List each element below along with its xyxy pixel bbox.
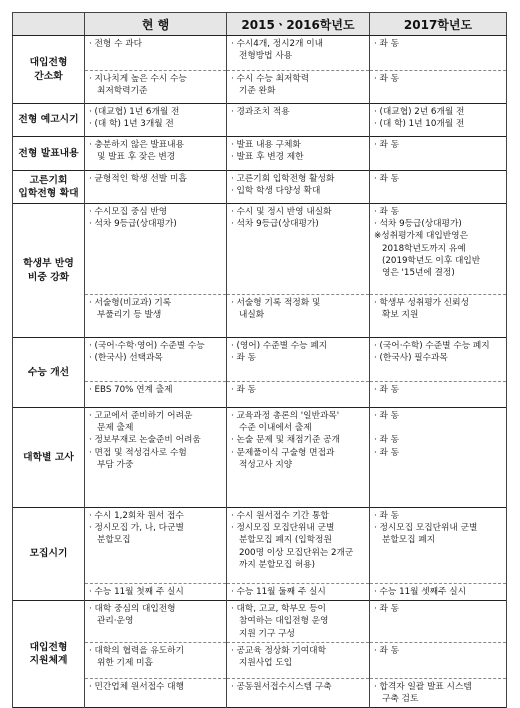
cell-text-line: · 수시 1,2회차 원서 접수 (89, 511, 184, 521)
cell-text-line: · 입학 학생 다양성 확대 (231, 186, 321, 197)
cell-text-line: (2019학년도 이후 대입반 (382, 255, 481, 266)
cell-text-line: 까지 분할모집 허용) (239, 559, 316, 570)
row-category (13, 408, 85, 508)
cell-text-line: 부풀리기 등 발생 (97, 310, 162, 321)
cell-2015-2016 (227, 204, 370, 295)
cell-text-line: 지원 기구 구성 (239, 628, 295, 639)
cell-text-line: · 좌 동 (374, 385, 400, 395)
cell-text-line: · (한국사) 선택과목 (89, 353, 163, 364)
cell-text-line: · 대학 중심의 대입전형 (89, 604, 176, 615)
cell-text-line: · 고교에서 준비하기 어려운 (89, 411, 193, 421)
row-category (13, 104, 85, 137)
cell-text-line: · (대 학) 1년 3개월 전 (89, 119, 174, 130)
row-category (13, 137, 85, 171)
cell-text-line (85, 255, 223, 267)
cell-text-line: 영은 '15년에 결정) (382, 268, 455, 279)
cell-2015-2016 (227, 338, 370, 382)
cell-text-line: 위한 기제 미흡 (97, 658, 153, 669)
cell-text-line: · 수시 원서접수 기간 통합 (231, 511, 329, 521)
cell-text-line: · 발표 후 변경 제한 (231, 152, 304, 163)
cell-text-line: · (국어·수학·영어) 수준별 수능 (89, 341, 205, 351)
table-row (13, 171, 507, 204)
cell-text-line: 관리·운영 (97, 616, 134, 627)
row-category (13, 601, 85, 708)
cell-text-line: · 전형 수 과다 (89, 39, 143, 49)
cell-text-line: 구축 검토 (382, 694, 419, 705)
cell-current (85, 584, 227, 601)
cell-text-line: · 좌 동 (374, 604, 400, 615)
table-row (13, 137, 507, 171)
table-row (13, 508, 507, 584)
table-row (13, 295, 507, 338)
row-category (13, 36, 85, 104)
cell-text-line: · 고른기회 입학전형 활성화 (231, 174, 335, 184)
cell-current (85, 137, 227, 171)
cell-text-line (85, 230, 223, 242)
cell-text-line (85, 267, 223, 279)
header-2015-2016: 2015ㆍ2016학년도 (227, 13, 370, 36)
category-label: 모집시기 (29, 548, 68, 560)
cell-text-line: 기준 완화 (239, 86, 276, 97)
cell-text-line: 확보 지원 (382, 310, 419, 321)
cell-2017 (370, 204, 507, 295)
table-row (13, 204, 507, 295)
cell-text-line: · 좌 동 (231, 385, 257, 395)
cell-text-line: · 학생부 성취평가 신뢰성 (374, 298, 469, 308)
category-label: 전형 예고시기 (18, 114, 79, 126)
category-label: 대입전형 (29, 641, 68, 653)
cell-text-line: 2018학년도까지 유예 (382, 243, 466, 254)
cell-text-line: · 석차 9등급(상대평가) (231, 219, 319, 230)
cell-text-line: · 좌 동 (374, 140, 400, 150)
cell-current (85, 71, 227, 104)
cell-text-line: · 정시모집 가, 나, 다군별 (89, 523, 184, 534)
cell-text-line: · 좌 동 (374, 645, 400, 656)
cell-2017 (370, 338, 507, 382)
cell-text-line: · 문제풀이식 구술형 면접과 (231, 447, 335, 458)
cell-text-line: · 서술형(비교과) 기록 (89, 298, 172, 308)
cell-text-line: 문제 출제 (97, 423, 134, 434)
category-label: 대입전형 (29, 57, 68, 68)
cell-text-line: · EBS 70% 연계 출제 (89, 385, 173, 395)
cell-2015-2016 (227, 508, 370, 584)
cell-text-line: 분할모집 (97, 535, 131, 546)
cell-text-line: 지원사업 도입 (239, 658, 293, 669)
cell-2015-2016 (227, 295, 370, 338)
category-label: 고른기회 (29, 174, 68, 186)
cell-2015-2016 (227, 71, 370, 104)
cell-2015-2016 (227, 36, 370, 71)
cell-text-line (370, 422, 503, 434)
cell-text-line: · 좌 동 (374, 207, 400, 217)
category-label: 간소화 (34, 70, 63, 82)
cell-2015-2016 (227, 382, 370, 408)
cell-2015-2016 (227, 601, 370, 643)
row-category (13, 338, 85, 408)
cell-text-line: · 균형적인 학생 선발 미흡 (89, 174, 187, 184)
cell-text-line: ※성취평가제 대입반영은 (374, 231, 468, 242)
cell-text-line: · 수시4개, 정시2개 이내 (231, 39, 323, 49)
cell-text-line: · 경과조치 적용 (231, 107, 290, 117)
cell-2015-2016 (227, 642, 370, 678)
cell-current (85, 295, 227, 338)
cell-text-line: · 대학의 협력을 유도하기 (89, 645, 184, 656)
cell-2017 (370, 678, 507, 707)
cell-text-line: · 수시 및 정시 반영 내실화 (231, 207, 332, 217)
cell-text-line: 참여하는 대입전형 운영 (239, 616, 329, 627)
cell-text-line: · 합격자 일괄 발표 시스템 (374, 681, 472, 692)
cell-text-line: · 좌 동 (231, 353, 257, 364)
row-category (13, 171, 85, 204)
cell-text-line: · (국어·수학) 수준별 수능 폐지 (374, 341, 490, 351)
table-row (13, 601, 507, 643)
cell-text-line: 최저학력기준 (97, 86, 148, 97)
cell-text-line: · 민간업체 원서접수 대행 (89, 681, 184, 692)
cell-current (85, 382, 227, 408)
cell-text-line: · 수능 11월 둘째 주 실시 (231, 587, 326, 597)
cell-text-line: 200명 이상 모집단위는 2개군 (239, 547, 354, 558)
cell-text-line (85, 243, 223, 255)
cell-text-line: 및 발표 후 잦은 변경 (97, 152, 176, 163)
comparison-table (12, 12, 507, 708)
cell-current (85, 678, 227, 707)
cell-text-line: · 면접 및 적성검사로 수험 (89, 447, 187, 458)
cell-text-line: · 교육과정 총론의 '일반과목' (231, 411, 340, 421)
cell-text-line: 전형방법 사용 (239, 51, 293, 62)
table-row (13, 104, 507, 137)
cell-text-line: · 충분하지 않은 발표내용 (89, 140, 184, 150)
cell-current (85, 601, 227, 643)
cell-2017 (370, 642, 507, 678)
cell-text-line: · 좌 동 (374, 411, 400, 421)
cell-text-line: · 좌 동 (374, 74, 400, 84)
cell-text-line: · 좌 동 (374, 174, 400, 184)
cell-2017 (370, 71, 507, 104)
cell-2017 (370, 36, 507, 71)
cell-text-line: · 공동원서접수시스템 구축 (231, 681, 332, 692)
cell-text-line: · (대교협) 1년 6개월 전 (89, 107, 180, 117)
table-row (13, 338, 507, 382)
category-label: 지원체계 (29, 655, 68, 667)
cell-text-line: · 정시모집 모집단위내 군별 (374, 523, 478, 534)
cell-2015-2016 (227, 408, 370, 508)
cell-text-line: · 좌 동 (374, 435, 400, 446)
cell-text-line: · 좌 동 (374, 511, 400, 521)
category-label: 대학별 고사 (23, 451, 74, 463)
cell-text-line: 분할모집 폐지 (입학정원 (239, 535, 332, 546)
table-row (13, 584, 507, 601)
cell-text-line: · 석차 9등급(상대평가) (89, 219, 177, 230)
table-row (13, 36, 507, 71)
cell-text-line: · 석차 9등급(상대평가) (374, 219, 462, 230)
cell-text-line: · 정시모집 모집단위내 군별 (231, 523, 335, 534)
row-category (13, 508, 85, 601)
cell-text-line: · 대학, 고교, 학부모 등이 (231, 604, 326, 615)
cell-current (85, 508, 227, 584)
cell-text-line: 부담 가중 (97, 459, 134, 470)
table-row (13, 382, 507, 408)
cell-current (85, 36, 227, 71)
cell-text-line: 적성고사 지양 (239, 459, 293, 470)
cell-current (85, 204, 227, 295)
category-label: 수능 개선 (27, 366, 70, 378)
cell-2017 (370, 601, 507, 643)
cell-text-line: · 수시모집 중심 반영 (89, 207, 168, 217)
table-body (13, 36, 507, 708)
cell-2017 (370, 508, 507, 584)
row-category (13, 204, 85, 338)
cell-current (85, 338, 227, 382)
cell-text-line: · 수능 11월 셋째주 실시 (374, 587, 466, 597)
cell-text-line (85, 279, 223, 291)
cell-2015-2016 (227, 171, 370, 204)
category-label: 학생부 반영 (23, 258, 74, 269)
cell-text-line: · 수시 수능 최저학력 (231, 74, 310, 84)
table-row (13, 678, 507, 707)
cell-text-line: · 서술형 기록 적정화 및 (231, 298, 321, 308)
header-current: 현 행 (85, 13, 227, 36)
cell-text-line: · 발표 내용 구체화 (231, 140, 301, 150)
cell-2017 (370, 408, 507, 508)
cell-2015-2016 (227, 678, 370, 707)
cell-text-line: · (영어) 수준별 수능 폐지 (231, 341, 328, 351)
cell-2015-2016 (227, 584, 370, 601)
cell-text-line: · 좌 동 (374, 447, 400, 458)
cell-2017 (370, 382, 507, 408)
cell-2017 (370, 137, 507, 171)
table-row (13, 71, 507, 104)
cell-text-line: · 수능 11월 첫째 주 실시 (89, 587, 184, 597)
header-2017: 2017학년도 (370, 13, 507, 36)
cell-text-line: · (한국사) 필수과목 (374, 353, 448, 364)
cell-text-line: 수준 이내에서 출제 (239, 423, 312, 434)
cell-current (85, 104, 227, 137)
cell-text-line: · 지나치게 높은 수시 수능 (89, 74, 187, 84)
cell-current (85, 642, 227, 678)
cell-text-line: · (대교협) 2년 6개월 전 (374, 107, 465, 117)
category-label: 입학전형 확대 (18, 188, 79, 199)
cell-text-line: · 정보부재로 논술준비 어려움 (89, 435, 201, 446)
cell-2017 (370, 295, 507, 338)
category-label: 비중 강화 (27, 271, 70, 283)
table-header-empty (13, 13, 85, 36)
cell-text-line: · 공교육 정상화 기여대학 (231, 645, 326, 656)
table-row (13, 642, 507, 678)
cell-2017 (370, 584, 507, 601)
cell-text-line: · (대 학) 1년 10개월 전 (374, 119, 465, 130)
cell-2017 (370, 171, 507, 204)
category-label: 전형 발표내용 (18, 147, 79, 159)
cell-2017 (370, 104, 507, 137)
cell-text-line: · 좌 동 (374, 39, 400, 49)
cell-2015-2016 (227, 137, 370, 171)
cell-2015-2016 (227, 104, 370, 137)
cell-current (85, 408, 227, 508)
cell-text-line: 내실화 (239, 310, 265, 321)
cell-text-line: · 논술 문제 및 채점기준 공개 (231, 435, 340, 446)
table-row (13, 408, 507, 508)
cell-text-line: 분할모집 폐지 (382, 535, 436, 546)
cell-current (85, 171, 227, 204)
